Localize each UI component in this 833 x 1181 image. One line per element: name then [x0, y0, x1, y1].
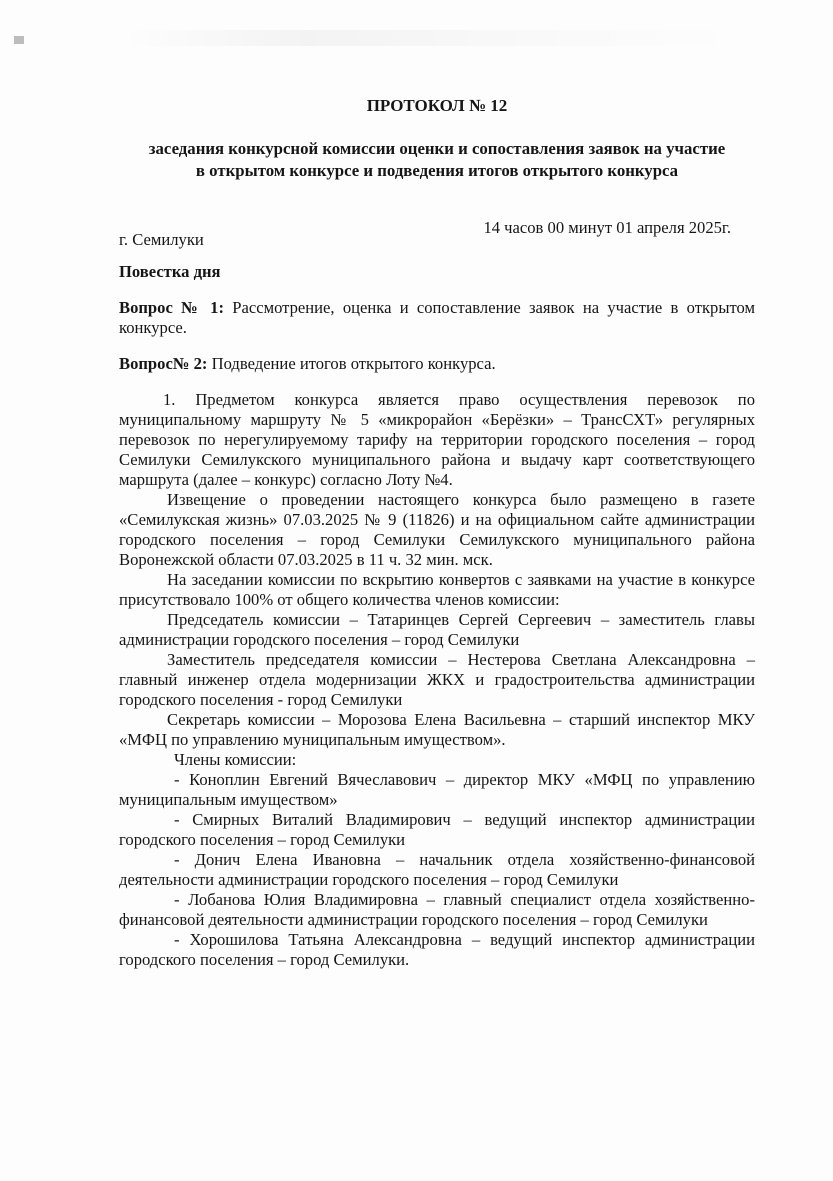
- member-item: - Донич Елена Ивановна – начальник отдела хозяйственно-финансовой деятельности администрации городского поселения – город Семилуки: [119, 850, 755, 889]
- meeting-place: г. Семилуки: [119, 230, 204, 249]
- paragraph-secretary: Секретарь комиссии – Морозова Елена Васильевна – старший инспектор МКУ «МФЦ по управлению муниципальным имуществом».: [119, 710, 755, 749]
- agenda-heading: Повестка дня: [119, 262, 221, 281]
- member-item: - Лобанова Юлия Владимировна – главный специалист отдела хозяйственно-финансовой деятельности администрации городского поселения – город Семилуки: [119, 890, 755, 929]
- paragraph-notice: Извещение о проведении настоящего конкурса было размещено в газете «Семилукская жизнь» 07.03.2025 № 9 (11826) и на официальном сайте администрации городского поселения – город Семилуки Семилукского муниципального района Воронежской области 07.03.2025 в 11 ч. 32 мин. мск.: [119, 490, 755, 569]
- document-content: [119, 96, 755, 970]
- question-1-text: Рассмотрение, оценка и сопоставление заявок на участие в открытом конкурсе.: [119, 298, 755, 337]
- agenda-question-1: [119, 298, 755, 338]
- paragraph-chair: Председатель комиссии – Татаринцев Сергей Сергеевич – заместитель главы администрации городского поселения – город Семилуки: [119, 610, 755, 649]
- subtitle-line-1: заседания конкурсной комиссии оценки и сопоставления заявок на участие: [148, 139, 726, 158]
- meeting-datetime: 14 часов 00 минут 01 апреля 2025г.: [483, 218, 731, 237]
- question-1-label: Вопрос № 1:: [119, 298, 224, 317]
- place-and-time: [119, 218, 755, 250]
- protocol-title: ПРОТОКОЛ № 12: [366, 96, 508, 115]
- member-item: - Коноплин Евгений Вячеславович – директор МКУ «МФЦ по управлению муниципальным имуществом»: [119, 770, 755, 809]
- question-2-text: Подведение итогов открытого конкурса.: [207, 354, 496, 373]
- question-2-label: Вопрос№ 2:: [119, 354, 208, 373]
- subtitle-line-2: в открытом конкурсе и подведения итогов открытого конкурса: [195, 161, 679, 180]
- paragraph-attendance: На заседании комиссии по вскрытию конвертов с заявками на участие в конкурсе присутствовало 100% от общего количества членов комиссии:: [119, 570, 755, 609]
- scan-corner-mark: [14, 36, 24, 44]
- paragraph-deputy-chair: Заместитель председателя комиссии – Нестерова Светлана Александровна – главный инженер отдела модернизации ЖКХ и градостроительства администрации городского поселения - город Семилуки: [119, 650, 755, 709]
- members-heading: Члены комиссии:: [174, 750, 297, 769]
- scan-artifact: [120, 30, 740, 46]
- protocol-subtitle: [119, 138, 755, 182]
- member-item: - Хорошилова Татьяна Александровна – ведущий инспектор администрации городского поселения – город Семилуки.: [119, 930, 755, 969]
- member-item: - Смирных Виталий Владимирович – ведущий инспектор администрации городского поселения – город Семилуки: [119, 810, 755, 849]
- paragraph-subject: 1. Предметом конкурса является право осуществления перевозок по муниципальному маршруту № 5 «микрорайон «Берёзки» – ТрансСХТ» регулярных перевозок по нерегулируемому тарифу на территории городского поселения – город Семилуки Семилукского муниципального района и выдачу карт соответствующего маршрута (далее – конкурс) согласно Лоту №4.: [119, 390, 755, 489]
- agenda-question-2: [119, 354, 755, 374]
